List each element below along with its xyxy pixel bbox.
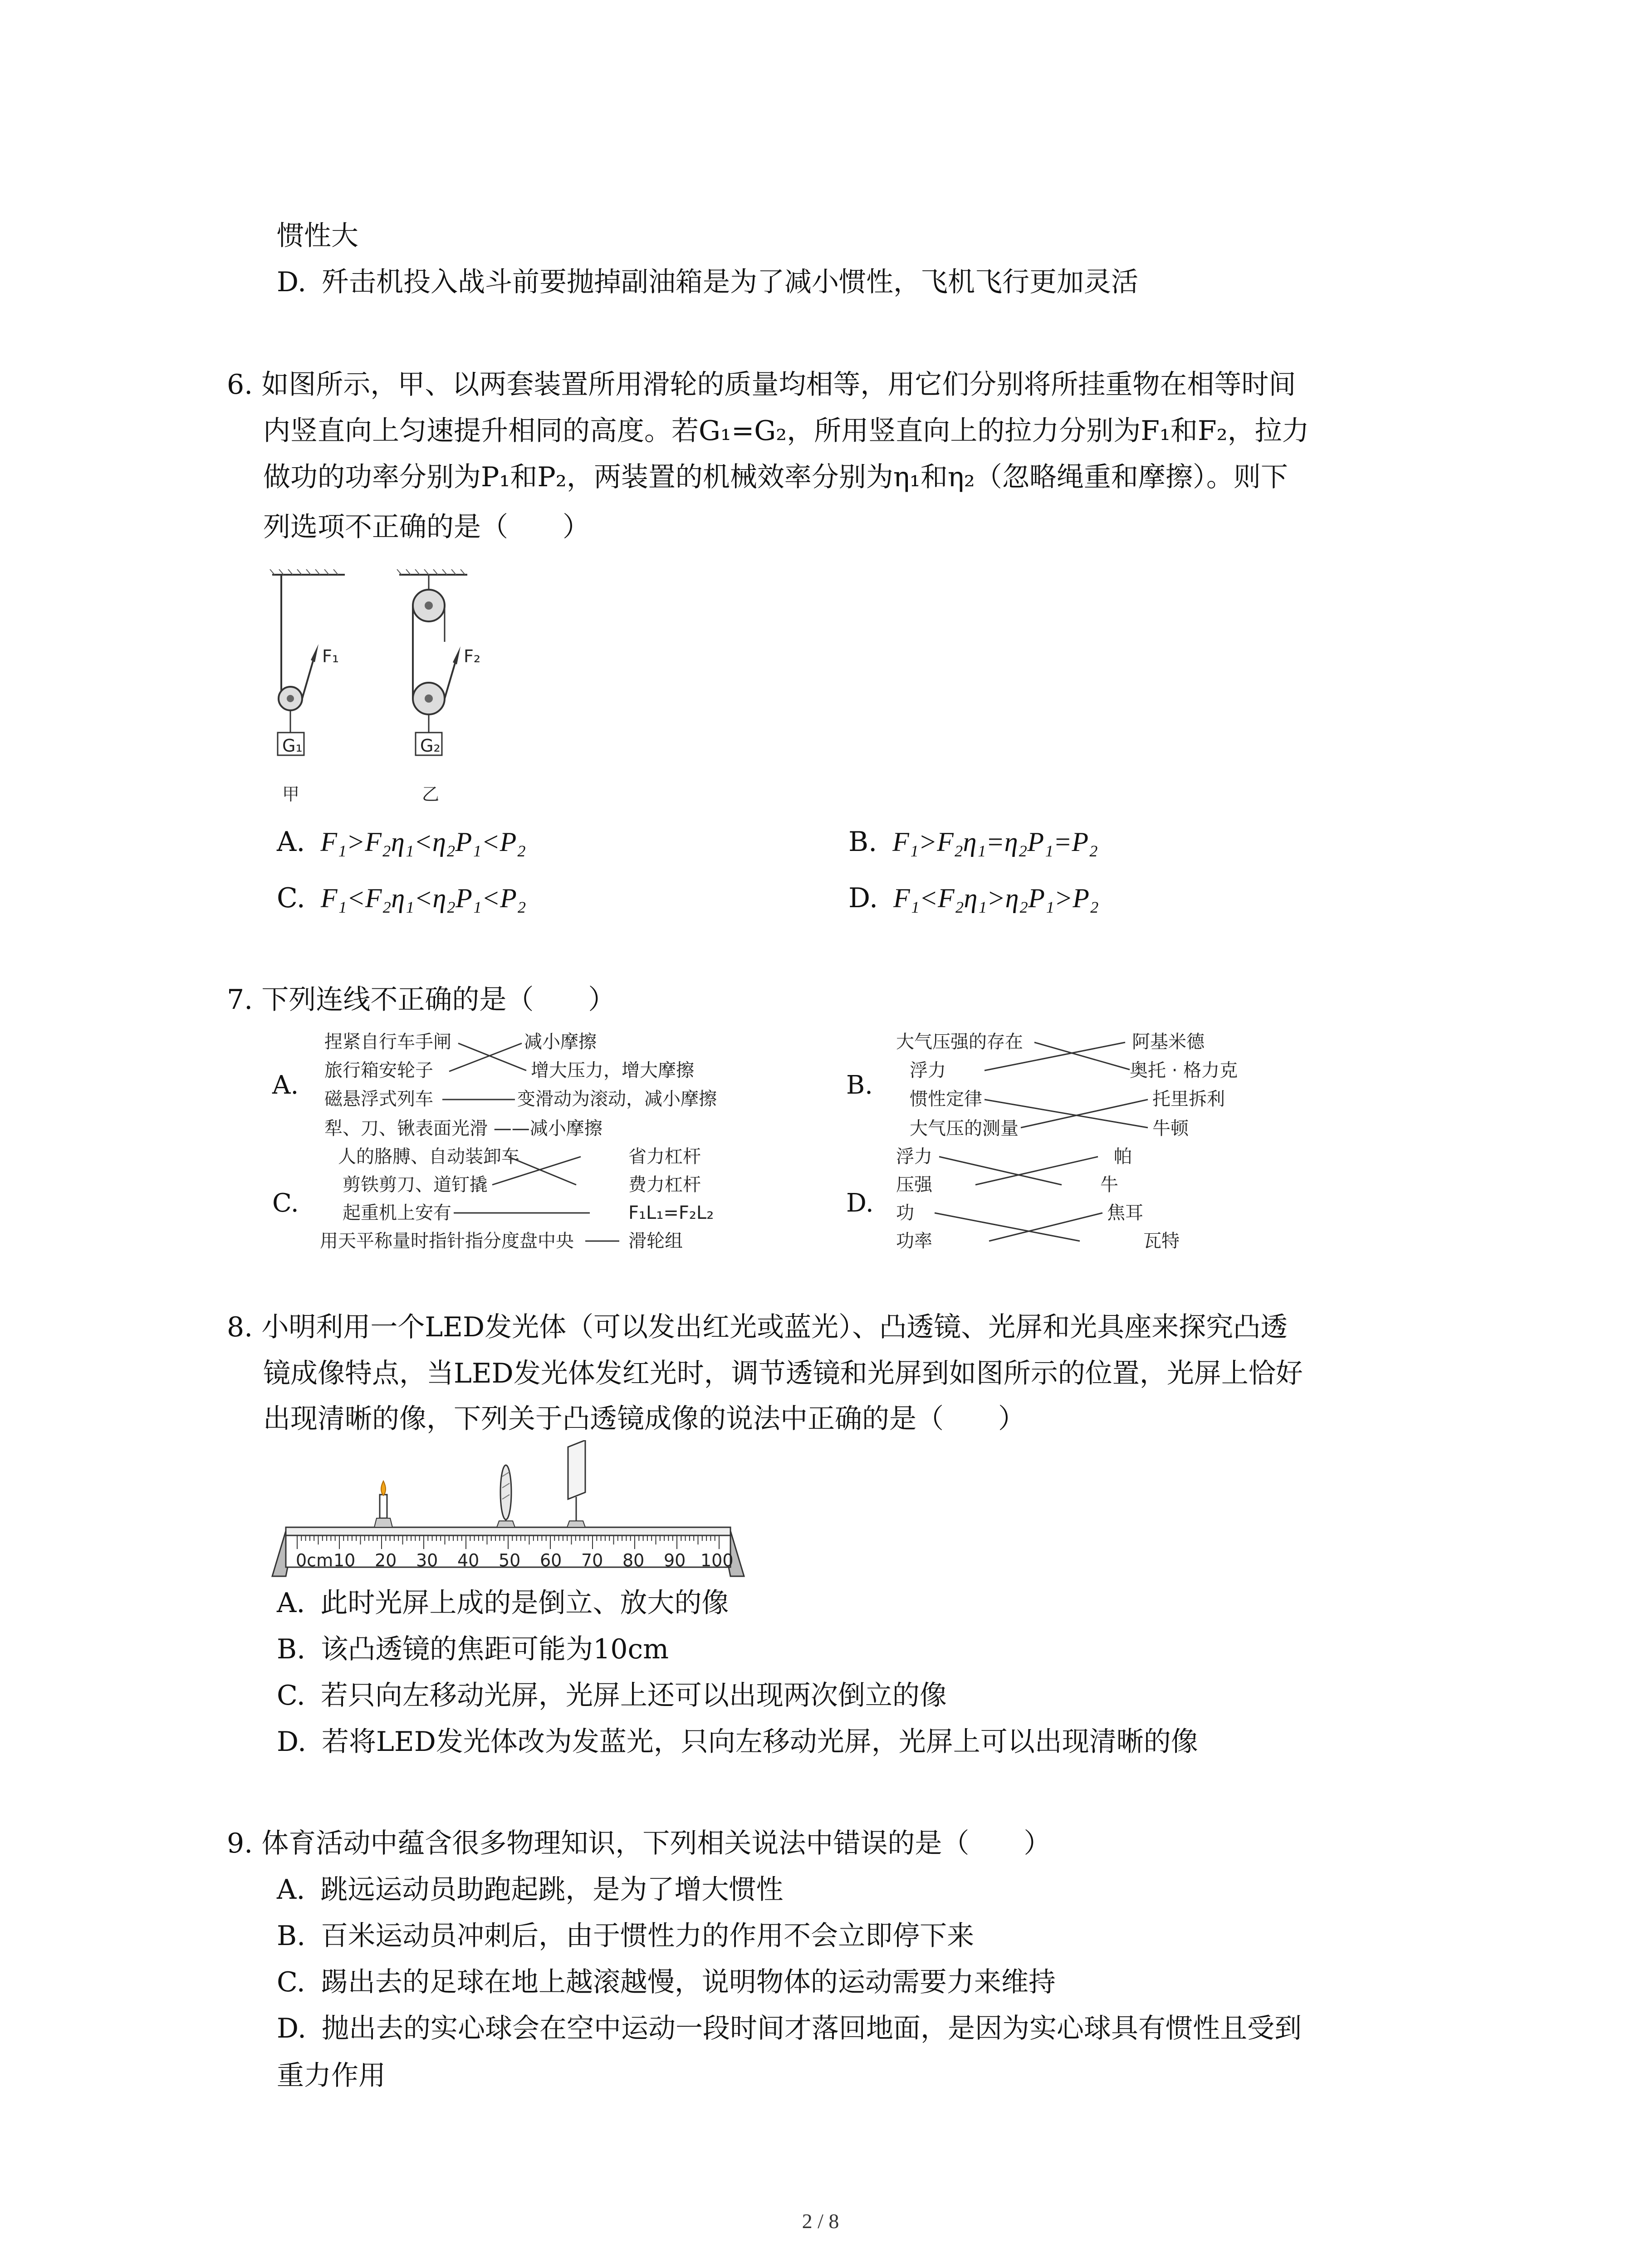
option-text: 跳远运动员助跑起跳，是为了增大惯性	[320, 1874, 784, 1906]
option-text: F₁<F₂η₁>η₂P₁>P₂	[893, 883, 1099, 913]
ruler-label-70: 70	[581, 1550, 603, 1570]
q7-b-left-1: 大气压强的存在	[896, 1031, 1023, 1052]
q7-d-letter: D.	[846, 1188, 874, 1218]
q7-a-right-2: 增大压力，增大摩擦	[531, 1060, 694, 1081]
q6-stem-line-3: 做功的功率分别为P₁和P₂，两装置的机械效率分别为η₁和η₂（忽略绳重和摩擦）。则下	[263, 461, 1288, 493]
option-letter: B.	[277, 1633, 306, 1665]
q7-b-right-3: 托里拆利	[1152, 1089, 1225, 1110]
label-g1: G₁	[282, 736, 303, 756]
q7-stem: 7. 下列连线不正确的是（ ）	[227, 984, 616, 1016]
q7-a-right-1: 减小摩擦	[524, 1031, 597, 1052]
q7-d-right-2: 牛	[1100, 1174, 1118, 1195]
q8-stem-line-2: 镜成像特点，当LED发光体发红光时，调节透镜和光屏到如图所示的位置，光屏上恰好	[263, 1358, 1303, 1389]
ruler-label-90: 90	[664, 1550, 686, 1570]
option-text: 此时光屏上成的是倒立、放大的像	[320, 1587, 729, 1619]
ruler-label-30: 30	[416, 1550, 438, 1570]
ruler-label-20: 20	[375, 1550, 397, 1570]
option-letter: B.	[848, 826, 877, 858]
q9-stem: 9. 体育活动中蕴含很多物理知识，下列相关说法中错误的是（ ）	[227, 1828, 1051, 1859]
option-letter: D.	[848, 882, 878, 914]
q7-c-left-3: 起重机上安有	[343, 1202, 451, 1223]
label-f1: F₁	[322, 646, 339, 666]
q9-option-b[interactable]	[277, 1922, 974, 1950]
q9-option-c[interactable]	[277, 1966, 1056, 1998]
ruler-label-100: 100	[700, 1550, 734, 1570]
q7-d-left-1: 浮力	[896, 1146, 932, 1167]
q5-continuation: 惯性大	[277, 220, 358, 252]
option-text: 抛出去的实心球会在空中运动一段时间才落回地面，是因为实心球具有惯性且受到	[322, 2013, 1302, 2044]
q6-stem-line-1: 6. 如图所示，甲、以两套装置所用滑轮的质量均相等，用它们分别将所挂重物在相等时间	[227, 369, 1296, 401]
option-text: 歼击机投入战斗前要抛掉副油箱是为了减小惯性，飞机飞行更加灵活	[322, 266, 1139, 298]
ruler-label-10: 10	[333, 1550, 356, 1570]
option-letter: D.	[277, 1726, 307, 1758]
q8-stem-line-1: 8. 小明利用一个LED发光体（可以发出红光或蓝光）、凸透镜、光屏和光具座来探究凸透	[227, 1311, 1288, 1343]
ruler-label-0: 0cm	[296, 1550, 333, 1570]
q8-stem-line-3: 出现清晰的像，下列关于凸透镜成像的说法中正确的是（ ）	[263, 1403, 1025, 1435]
q6-stem-line-4: 列选项不正确的是（ ）	[263, 511, 590, 543]
q7-b-right-2: 奥托 · 格力克	[1130, 1060, 1238, 1081]
option-text: 踢出去的足球在地上越滚越慢，说明物体的运动需要力来维持	[320, 1966, 1056, 1998]
q7-b-left-4: 大气压的测量	[910, 1118, 1019, 1139]
q9-option-d[interactable]	[277, 2015, 1302, 2042]
q6-stem-line-2: 内竖直向上匀速提升相同的高度。若G₁=G₂，所用竖直向上的拉力分别为F₁和F₂，拉力	[263, 415, 1309, 447]
q7-d-left-2: 压强	[896, 1174, 932, 1195]
option-text: 百米运动员冲刺后，由于惯性力的作用不会立即停下来	[321, 1920, 975, 1952]
ruler-label-80: 80	[622, 1550, 645, 1570]
option-text: F₁>F₂η₁<η₂P₁<P₂	[320, 827, 526, 857]
option-letter: A.	[277, 1587, 305, 1619]
option-text: F₁<F₂η₁<η₂P₁<P₂	[320, 883, 526, 913]
q9-option-d-continuation: 重力作用	[277, 2060, 386, 2092]
q7-b-letter: B.	[846, 1070, 873, 1100]
q7-b-left-3: 惯性定律	[910, 1089, 982, 1110]
q7-a-letter: A.	[272, 1070, 299, 1100]
option-letter: C.	[277, 1680, 305, 1711]
q7-b-right-1: 阿基米德	[1132, 1031, 1205, 1052]
label-f2: F₂	[464, 646, 481, 666]
q7-c-left-2: 剪铁剪刀、道钉撬	[343, 1174, 488, 1195]
option-text: 若将LED发光体改为发蓝光，只向左移动光屏，光屏上可以出现清晰的像	[322, 1726, 1198, 1758]
option-letter: D.	[277, 266, 307, 298]
option-text: 该凸透镜的焦距可能为10cm	[321, 1633, 669, 1665]
label-yi: 乙	[422, 784, 440, 804]
q7-d-right-1: 帕	[1114, 1146, 1132, 1167]
q9-option-a[interactable]	[277, 1874, 784, 1906]
q7-d-right-3: 焦耳	[1107, 1202, 1143, 1223]
q7-c-right-3: F₁L₁=F₂L₂	[628, 1202, 714, 1223]
q8-option-a[interactable]	[277, 1589, 729, 1617]
option-letter: B.	[277, 1920, 306, 1952]
option-letter: C.	[277, 1966, 305, 1998]
q7-a-left-1: 捏紧自行车手闸	[324, 1031, 451, 1052]
option-text: 若只向左移动光屏，光屏上还可以出现两次倒立的像	[320, 1680, 947, 1711]
q7-c-right-1: 省力杠杆	[628, 1146, 701, 1167]
q7-b-right-4: 牛顿	[1152, 1118, 1189, 1139]
q8-option-b[interactable]	[277, 1633, 669, 1665]
ruler-label-60: 60	[540, 1550, 562, 1570]
q7-d-left-4: 功率	[896, 1231, 932, 1251]
q7-c-right-2: 费力杠杆	[628, 1174, 701, 1195]
option-letter: A.	[277, 1874, 305, 1906]
q7-d-right-4: 瓦特	[1143, 1231, 1180, 1251]
ruler-label-50: 50	[499, 1550, 521, 1570]
q7-d-left-3: 功	[896, 1202, 914, 1223]
q7-a-left-4: 犁、刀、锹表面光滑 ——减小摩擦	[324, 1118, 603, 1139]
label-g2: G₂	[420, 736, 441, 756]
label-jia: 甲	[282, 784, 300, 804]
q7-a-right-3: 变滑动为滚动，减小摩擦	[517, 1089, 717, 1110]
q7-c-left-4: 用天平称量时指针指分度盘中央	[320, 1231, 574, 1251]
option-letter: D.	[277, 2013, 307, 2044]
option-letter: C.	[277, 882, 305, 914]
option-letter: A.	[277, 826, 305, 858]
q7-a-left-3: 磁悬浮式列车	[324, 1089, 433, 1110]
q7-c-letter: C.	[272, 1188, 299, 1218]
q7-c-left-1: 人的胳膊、自动装卸车	[338, 1146, 519, 1167]
option-text: F₁>F₂η₁=η₂P₁=P₂	[892, 827, 1098, 857]
q7-c-right-4: 滑轮组	[628, 1231, 683, 1251]
page-number: 2 / 8	[802, 2209, 839, 2233]
q8-option-d[interactable]	[277, 1726, 1198, 1758]
q7-b-left-2: 浮力	[910, 1060, 946, 1081]
q8-option-c[interactable]	[277, 1682, 947, 1709]
q7-a-left-2: 旅行箱安轮子	[324, 1060, 433, 1081]
ruler-label-40: 40	[457, 1550, 480, 1570]
